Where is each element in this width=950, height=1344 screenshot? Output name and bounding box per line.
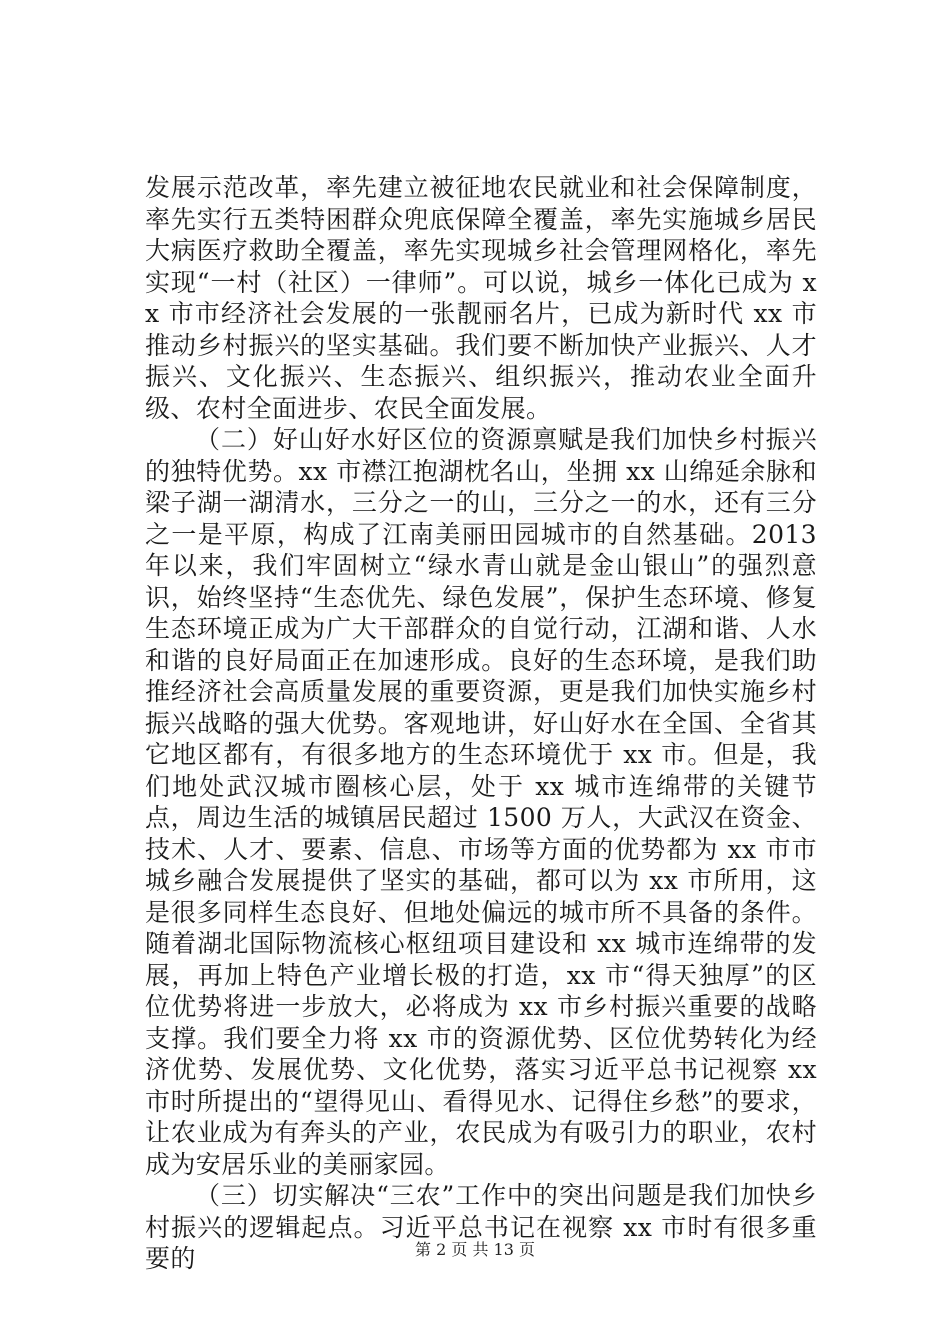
body-text xyxy=(145,172,817,1275)
paragraph-continued: 发展示范改革，率先建立被征地农民就业和社会保障制度，率先实行五类特困群众兜底保障全覆盖，率先实施城乡居民大病医疗救助全覆盖，率先实现城乡社会管理网格化，率先实现“一村（社区）一律师”。可以说，城乡一体化已成为 xx 市市经济社会发展的一张靓丽名片，已成为新时代 xx 市推动乡村振兴的坚实基础。我们要不断加快产业振兴、人才振兴、文化振兴、生态振兴、组织振兴，推动农业全面升级、农村全面进步、农民全面发展。 xyxy=(145,173,817,423)
paragraph-section-three: （三）切实解决“三农”工作中的突出问题是我们加快乡村振兴的逻辑起点。习近平总书记在视察 xx 市时有很多重要的 xyxy=(145,1181,817,1273)
page-footer xyxy=(0,1240,950,1260)
page-number: 第 2 页 共 13 页 xyxy=(415,1240,535,1259)
paragraph-section-two: （二）好山好水好区位的资源禀赋是我们加快乡村振兴的独特优势。xx 市襟江抱湖枕名山，坐拥 xx 山绵延余脉和梁子湖一湖清水，三分之一的山，三分之一的水，还有三分之一是平原，构成了江南美丽田园城市的自然基础。2013 年以来，我们牢固树立“绿水青山就是金山银山”的强烈意识，始终坚持“生态优先、绿色发展”，保护生态环境、修复生态环境正成为广大干部群众的自觉行动，江湖和谐、人水和谐的良好局面正在加速形成。良好的生态环境，是我们助推经济社会高质量发展的重要资源，更是我们加快实施乡村振兴战略的强大优势。客观地讲，好山好水在全国、全省其它地区都有，有很多地方的生态环境优于 xx 市。但是，我们地处武汉城市圈核心层，处于 xx 城市连绵带的关键节点，周边生活的城镇居民超过 1500 万人，大武汉在资金、技术、人才、要素、信息、市场等方面的优势都为 xx 市市城乡融合发展提供了坚实的基础，都可以为 xx 市所用，这是很多同样生态良好、但地处偏远的城市所不具备的条件。随着湖北国际物流核心枢纽项目建设和 xx 城市连绵带的发展，再加上特色产业增长极的打造，xx 市“得天独厚”的区位优势将进一步放大，必将成为 xx 市乡村振兴重要的战略支撑。我们要全力将 xx 市的资源优势、区位优势转化为经济优势、发展优势、文化优势，落实习近平总书记视察 xx 市时所提出的“望得见山、看得见水、记得住乡愁”的要求，让农业成为有奔头的产业，农民成为有吸引力的职业，农村成为安居乐业的美丽家园。 xyxy=(145,425,817,1179)
